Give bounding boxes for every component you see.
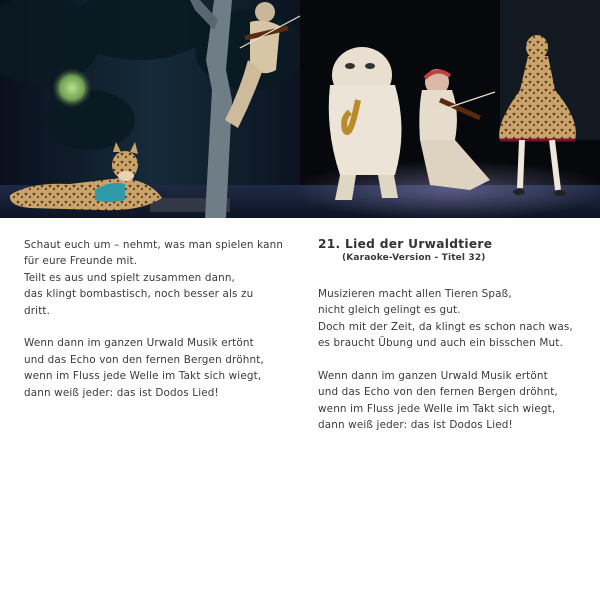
- lyrics-line: Wenn dann im ganzen Urwald Musik ertönt: [318, 370, 548, 383]
- lyrics-line: das klingt bombastisch, noch besser als zu: [24, 288, 254, 301]
- lyrics-line: Musizieren macht allen Tieren Spaß,: [318, 288, 512, 300]
- lyrics-line: Schaut euch um – nehmt, was man spielen kann: [24, 239, 284, 251]
- lyrics-line: für eure Freunde mit.: [24, 255, 138, 268]
- lyrics-stanza: [24, 335, 299, 401]
- stanza-spacer: [24, 319, 299, 335]
- lyrics-line: Doch mit der Zeit, da klingt es schon nach was,: [318, 320, 573, 333]
- left-lyrics-column: [24, 237, 299, 401]
- lyrics-line: und das Echo von den fernen Bergen dröhnt,: [318, 386, 558, 399]
- right-lyrics-column: [318, 237, 588, 434]
- stage-photo-illustration: [0, 0, 600, 218]
- lyrics-line: Wenn dann im ganzen Urwald Musik ertönt: [24, 337, 254, 350]
- lyrics-line: und das Echo von den fernen Bergen dröhnt,: [24, 353, 264, 366]
- lyrics-line: dritt.: [24, 304, 51, 317]
- lyrics-stanza: [318, 286, 588, 352]
- lyrics-line: Teilt es aus und spielt zusammen dann,: [24, 271, 236, 284]
- lyrics-line: es braucht Übung und auch ein bisschen Mut.: [318, 337, 563, 350]
- song-title: 21. Lied der Urwaldtiere: [318, 237, 493, 251]
- lyrics-line: wenn im Fluss jede Welle im Takt sich wiegt,: [318, 402, 556, 415]
- title-spacer: [318, 265, 588, 286]
- lyrics-line: dann weiß jeder: das ist Dodos Lied!: [318, 419, 513, 432]
- lyrics-stanza: [318, 368, 588, 434]
- lyrics-stanza: [24, 237, 299, 319]
- lyrics-line: wenn im Fluss jede Welle im Takt sich wiegt,: [24, 370, 262, 383]
- lyrics-line: dann weiß jeder: das ist Dodos Lied!: [24, 386, 219, 399]
- stanza-spacer: [318, 352, 588, 368]
- stage-photo: [0, 0, 600, 218]
- lyrics-line: nicht gleich gelingt es gut.: [318, 304, 461, 317]
- song-subtitle: (Karaoke-Version - Titel 32): [342, 253, 486, 263]
